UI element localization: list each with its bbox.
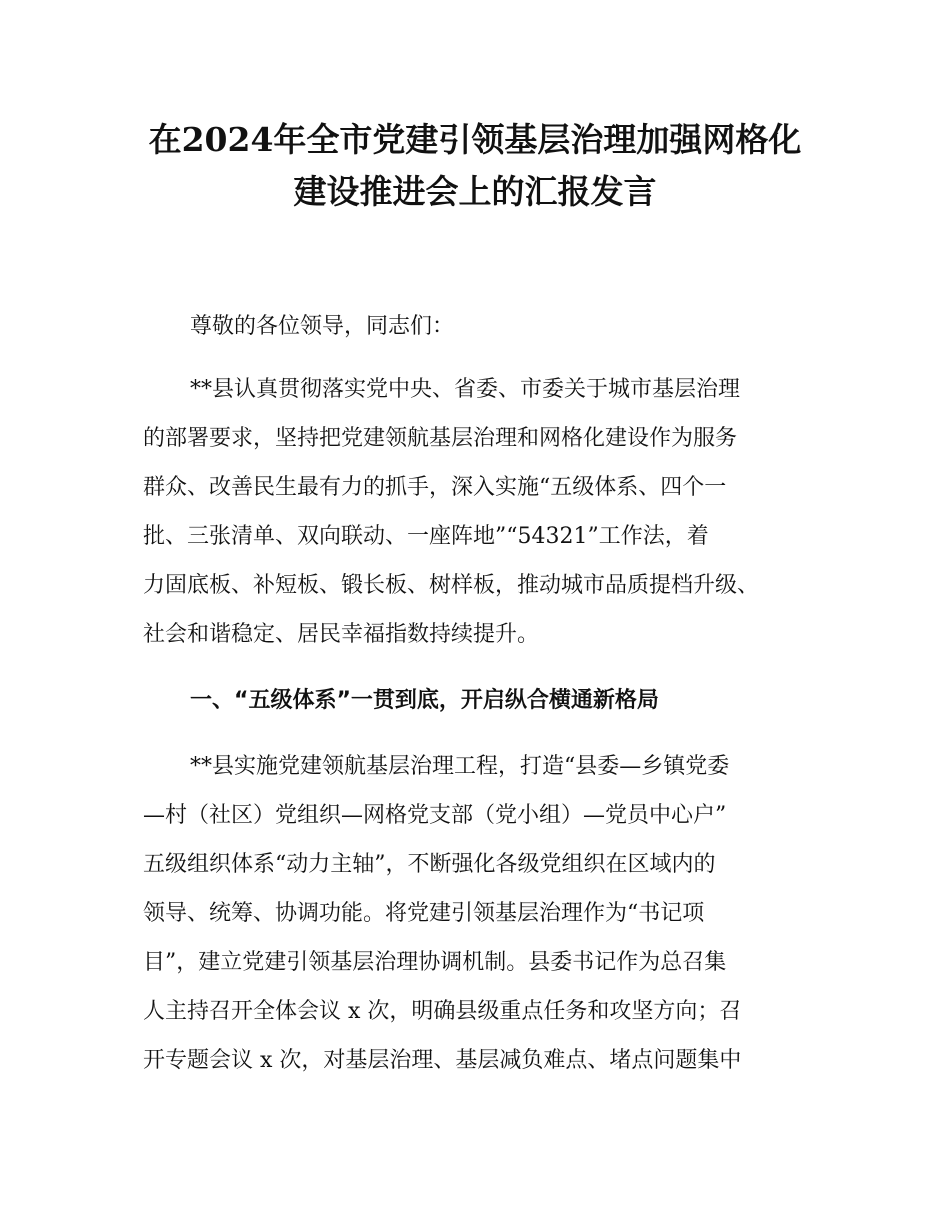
section-paragraph-line: 目”，建立党建引领基层治理协调机制。县委书记作为总召集 [143,950,727,975]
intro-paragraph-line: **县认真贯彻落实党中央、省委、市委关于城市基层治理 [190,377,741,402]
intro-paragraph-line: 群众、改善民生最有力的抓手，深入实施“五级体系、四个一 [143,475,727,500]
intro-paragraph-line: 的部署要求，坚持把党建领航基层治理和网格化建设作为服务 [143,426,738,451]
section-paragraph-line: 开专题会议 x 次，对基层治理、基层减负难点、堵点问题集中 [143,1048,742,1073]
section-paragraph-line: 领导、统筹、协调功能。将党建引领基层治理作为“书记项 [143,901,705,926]
section-paragraph-line: —村（社区）党组织—网格党支部（党小组）—党员中心户” [143,803,727,828]
document-title-line-2: 建设推进会上的汇报发言 [293,172,657,211]
section-paragraph-line: **县实施党建领航基层治理工程，打造“县委—乡镇党委 [190,754,730,779]
intro-paragraph-line: 力固底板、补短板、锻长板、树样板，推动城市品质提档升级、 [143,573,760,598]
section-paragraph-line: 五级组织体系“动力主轴”，不断强化各级党组织在区域内的 [143,852,716,877]
section-heading: 一、“五级体系”一贯到底，开启纵合横通新格局 [190,688,659,713]
document-title-line-1: 在2024年全市党建引领基层治理加强网格化 [148,120,802,159]
intro-paragraph-line: 批、三张清单、双向联动、一座阵地”“54321”工作法，着 [143,524,709,549]
intro-paragraph-line: 社会和谐稳定、居民幸福指数持续提升。 [143,622,540,647]
section-paragraph-line: 人主持召开全体会议 x 次，明确县级重点任务和攻坚方向；召 [143,999,742,1024]
salutation: 尊敬的各位领导，同志们： [190,314,455,339]
